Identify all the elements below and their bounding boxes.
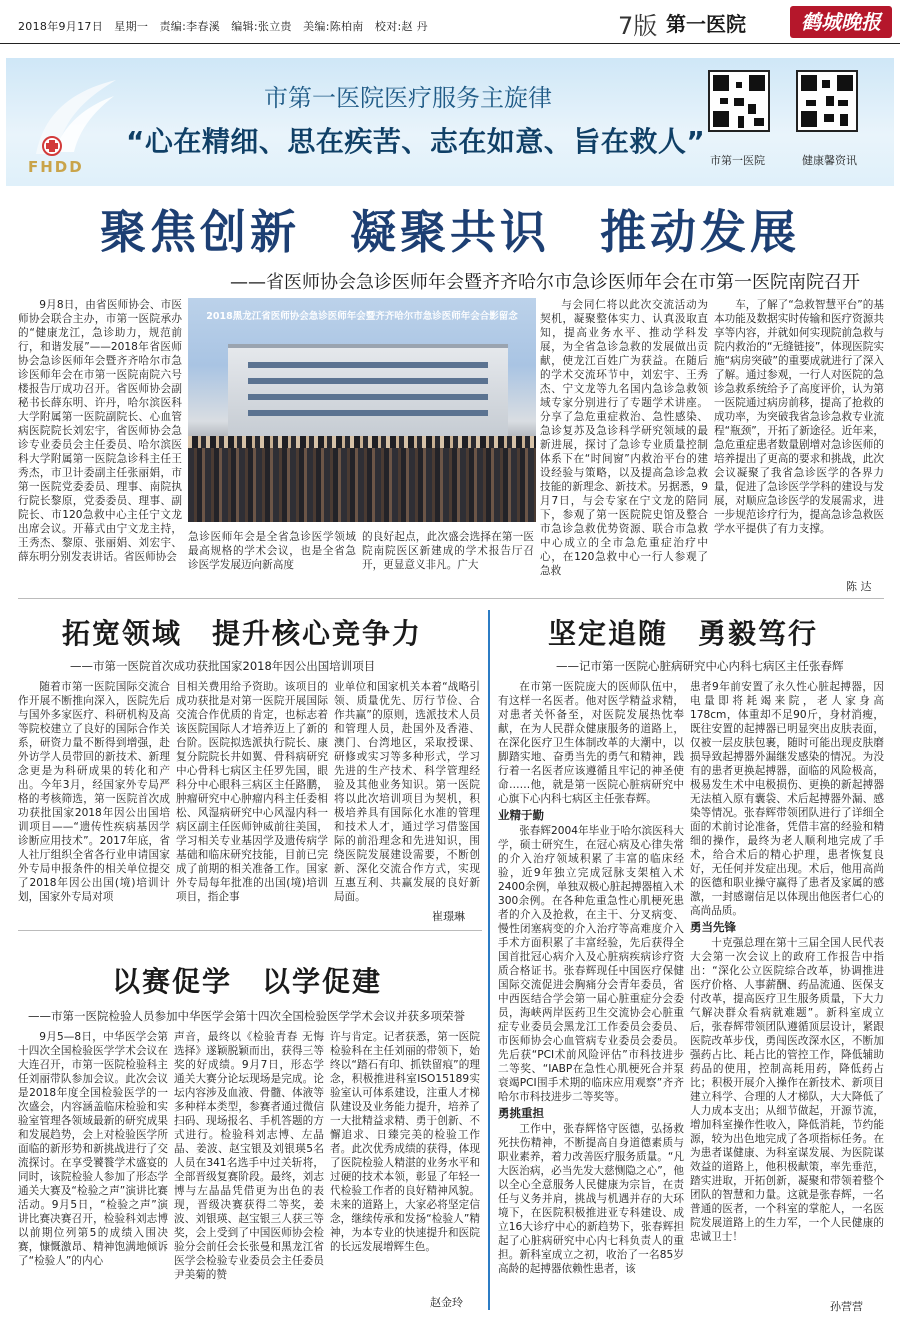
main-article-col4 xyxy=(540,298,708,590)
main-col2-text: 急诊医师年会是全省急诊医学领域最高规格的学术会议，也是全省急诊医学发展迈向新高度 xyxy=(188,531,356,571)
article4-col1c-text: 工作中，张春辉恪守医德，弘扬救死扶伤精神，不断提高自身道德素质与职业素养，着力改善医疗服务质量。“凡大医治病，必当先发大慈恻隐之心”，他以全心全意服务人民健康为宗旨，在责任与义务并肩，挑战与机遇并存的大环境下，在医院积极推进亚专科建设、成立16大诊疗中心的新趋势下，张春辉担起了心脏病研究中心内七科负责人的重担。新科室成立之初，收治了一名85岁高龄的起搏器依赖性患者，该 xyxy=(498,1123,684,1275)
article2-col3-text: 业单位和国家机关本着“战略引领、质量优先、厉行节俭、合作共赢”的原则，选派技术人员和管理人员，赴国外及香港、澳门、台湾地区，采取授课、研修或实习等多种形式，学习先进的生产技术、科学管理经验及其他业务知识。第一医院将以此次培训项目为契机，积极培养具有国际化水准的管理和技术人才，通过学习借鉴国际的前沿理念和先进知识，围绕医院发展建设需要，不断创新、深化交流合作方式，实现互惠互利、共赢发展的良好新局面。 xyxy=(334,681,480,903)
masthead-logo: 鹤城晚报 xyxy=(790,6,892,38)
page-header xyxy=(0,0,900,44)
article3-title: 以赛促学 以学促建 xyxy=(112,965,383,998)
hospital-logo-text: FHDD xyxy=(28,158,84,176)
main-article-col5 xyxy=(714,298,884,576)
article4-col2b-text: 十克强总理在第十三届全国人民代表大会第一次会议上的政府工作报告中指出：“深化公立医院综合改革，协调推进医疗价格、人事薪酬、药品流通、医保支付改革，提高医疗卫生服务质量，下大力气解决群众看病就难题”。新科室成立后，张春辉带领团队遵循顶层设计，紧跟医院改革步伐，勇闯医改深水区，不断加强药占比、耗占比的管控工作，降低辅助药品的使用，控制高耗用药，降低药占比；积极开展介入操作在新技术、新项目建立科学、合理的人才梯队，大大降低了人力成本支出；从细节做起，开源节流，增加科室操作性收入，降低消耗，节约能源，较为出色地完成了各项指标任务。在为患者谋健康、为科室谋发展、为医院谋效益的道路上，他积极献策，率先垂范，踏实进取，开拓创新，凝聚和带领着整个团队的智慧和力量。这就是张春辉，一名普通的医者，一个科室的掌舵人，一名医院发展道路上的生力军，一个人民健康的忠诚卫士！ xyxy=(690,937,884,1243)
qr-code-health[interactable] xyxy=(796,70,858,132)
article4-col1-text: 在市第一医院庞大的医师队伍中，有这样一名医者。他对医学精益求精，对患者关怀备至，对医院发展热忱奉献，在为人民群众健康服务的道路上，在深化医疗卫生体制改革的大潮中，以脚踏实地、奋勇当先的勇气和精神，践行着一名医者应该遵循且牢记的神圣使命……他，就是第一医院心脏病研究中心旗下心内科七病区主任张春辉。 xyxy=(498,681,684,805)
qr-caption-health: 健康馨资讯 xyxy=(802,154,857,167)
article4-heading-1: 业精于勤 xyxy=(498,808,544,822)
article3-byline: 赵金玲 xyxy=(430,1296,463,1309)
article3-col3-text: 许与肯定。记者获悉，第一医院检验科在主任刘丽的带领下，始终以“踏石有印、抓铁留痕”的理念，积极推进科室ISO15189实验室认可体系建设，注重人才梯队建设及业务能力提升，培养了一大批精益求精、勇于创新、不懈追求、日臻完美的检验工作者。此次优秀成绩的获得，体现了医院检验人精湛的业务水平和过硬的技术本领，彰显了年轻一代检验工作者的良好精神风貌。未来的道路上，大家必将坚定信念，继续传承和发扬“检验人”精神，为本专业的快速提升和医院的长远发展增辉生色。 xyxy=(330,1031,480,1253)
hospital-logo-icon xyxy=(24,72,120,168)
article2-byline: 崔璟琳 xyxy=(432,910,465,923)
article2-title: 拓宽领域 提升核心竞争力 xyxy=(62,617,423,650)
article4-subtitle: ——记市第一医院心脏病研究中心内科七病区主任张春辉 xyxy=(556,659,844,673)
section-divider xyxy=(18,598,884,599)
article3-col1-text: 9月5—8日，中华医学会第十四次全国检验医学学术会议在大连召开，市第一医院检验科主任刘丽带队参加会议。此次会议是2018年度全国检验医学的一次盛会，内容涵盖临床检验和实验室管理各领域最新的研究成果和发展趋势，会上对检验医学所面临的新形势和新挑战进行了交流探讨。在享受饕餮学术盛宴的同时，该院检验人参加了形态学通关大赛及“检验之声”演讲比赛活动。9月5日，“检验之声”演讲比赛决赛召开，检验科刘志博以前期位列第5的成绩入围决赛，慷慨激昂、精神饱满地倾诉了“检验人”的内心 xyxy=(18,1031,168,1267)
article4-heading-2: 勇挑重担 xyxy=(498,1106,544,1120)
article4-col2 xyxy=(690,680,884,1296)
article4-heading-3: 勇当先锋 xyxy=(690,920,736,934)
qr-code-hospital[interactable] xyxy=(708,70,770,132)
main-byline: 陈 达 xyxy=(846,580,872,593)
article2-col2 xyxy=(176,680,328,920)
article2-subtitle: ——市第一医院首次成功获批国家2018年因公出国培训项目 xyxy=(70,659,376,673)
hospital-banner xyxy=(6,58,894,186)
column-divider xyxy=(488,610,490,1310)
main-article-col1 xyxy=(18,298,182,590)
section-name: 第一医院 xyxy=(666,12,746,36)
banner-slogan: “心在精细、思在疾苦、志在如意、旨在救人” xyxy=(126,125,706,158)
group-photo xyxy=(188,298,536,522)
banner-subtitle: 市第一医院医疗服务主旋律 xyxy=(264,84,552,112)
main-article-col2 xyxy=(188,530,356,590)
article4-byline: 孙营营 xyxy=(830,1300,863,1313)
main-col5-text: 车，了解了“急救智慧平台”的基本功能及数据实时传输和医疗资源共享等内容，并就如何实现院前急救与院内救治的“无缝链接”，体现医院实施“病房突破”的重要成就进行了深入了解。通过参观，一行人对医院的急诊急救系统给予了高度评价，认为第一医院通过病房前移，提高了抢救的成功率，为突破我省急诊急救专业流程“瓶颈”，开拓了新途径。近年来，急危重症患者数量剧增对急诊医师的培养提出了更高的要求和挑战，此次会议凝聚了我省急诊医学的各界力量，促进了急诊医学学科的建设与发展，对顺应急诊医学的发展需求，进一步规范诊疗行为，提高急诊急救医学水平提供了有力支撑。 xyxy=(714,299,884,535)
main-col3-text: 的良好起点，此次盛会选择在第一医院南院医区新建成的学术报告厅召开，更显意义非凡。广大 xyxy=(362,531,534,571)
article2-col2-text: 目相关费用给予资助。该项目的成功获批是对第一医院开展国际交流合作优质的肯定，也标志着该医院国际人才培养迈上了新的台阶。医院拟选派执行院长、康复分院院长井如翼、骨科病研究中心骨科七病区主任罗先国，眼科分中心眼科三病区主任路鹏，肿瘤研究中心肿瘤内科主任委相松、风湿病研究中心风湿内科一病区副主任医师钟威前往美国，学习相关专业基因学及遗传病学基础和临床研究技能，目前已完成了前期的相关准备工作。国家外专局每年批准的出国(境)培训项目，指企事 xyxy=(176,681,328,903)
article3-col1 xyxy=(18,1030,168,1306)
article-divider xyxy=(18,930,482,931)
issue-meta: 2018年9月17日 星期一 责编:李春溪 编辑:张立贵 美编:陈柏南 校对:赵 丹 xyxy=(18,20,428,33)
edition-number: 7版 xyxy=(618,12,658,40)
article2-col1 xyxy=(18,680,170,920)
article4-title: 坚定追随 勇毅笃行 xyxy=(548,617,819,650)
qr-caption-hospital: 市第一医院 xyxy=(710,154,765,167)
article3-col2-text: 声音，最终以《检验青春 无悔选择》遂颖脱颖而出，获得三等奖的好成绩。9月7日，形态学通关大赛分论坛现场是完成。论坛内容涉及血液、骨髓、体液等多种样本类型，参赛者通过微信扫码、现场报名、手机答题的方式进行。检验科刘志博、左晶晶、姜波、赵宝银及刘银瑛5名人员在341名选手中过关斩将，全部晋级复赛阶段。最终，刘志博与左晶晶凭借更为出色的表现，晋级决赛获得二等奖，姜波、刘银瑛、赵宝银三人获三等奖，会上受到了中国医师协会检验分会前任会长张曼和黑龙江省医学会检验专业委员会主任委员尹美菊的赞 xyxy=(174,1031,324,1281)
article2-col1-text: 随着市第一医院国际交流合作开展不断推向深入，医院先后与国外多家医疗、科研机构及高等院校建立了良好的国际合作关系，研资力量不断得到增强，赴外访学人员带回的新技术、新理念更是为科研成果的转化和产出。今年3月，经国家外专局严格的考核筛选，第一医院首次成功获批国家2018年因公出国培训项目——“遗传性疾病基因学诊断应用技术”。2017年底，省人社厅组织全省各行业申请国家外专局申报条件的相关单位提交了2018年因公出国(境)培训计划，国家外专局对项 xyxy=(18,681,170,903)
article4-col1 xyxy=(498,680,684,1308)
photo-caption: 2018黑龙江省医师协会急诊医师年会暨齐齐哈尔市急诊医师年会合影留念 xyxy=(206,311,518,322)
main-subhead: ——省医师协会急诊医师年会暨齐齐哈尔市急诊医师年会在市第一医院南院召开 xyxy=(230,272,860,293)
main-headline: 聚焦创新 凝聚共识 推动发展 xyxy=(100,205,800,259)
main-col4-text: 与会同仁将以此次交流活动为契机，凝聚整体实力、认真汲取直知，提高业务水平、推动学科发展，为全省急诊急救的发展做出贡献，使龙江百姓广为获益。在随后的学术交流环节中，刘宏宇、王秀杰、宁文龙等九名国内急诊急救领域专家分别进行了专题学术讲座。分享了急危重症救治、急性感染、急诊复苏及急诊科学研究领域的最新进展，探讨了急诊专业质量控制体系下在“时间窗”内救治平台的建设经验与策略，以及提高急诊急救技能的新理念、新技术。另据悉，9月7日，与会专家在宁文龙的陪同下，参观了第一医院院史馆及整合市急诊急救优势资源、联合市急救中心成立的全市急危重症治疗中心，在120急救中心一行人参观了急救 xyxy=(540,299,708,577)
article3-col3 xyxy=(330,1030,480,1292)
article3-subtitle: ——市第一医院检验人员参加中华医学会第十四次全国检验医学学术会议并获多项荣誉 xyxy=(28,1009,465,1023)
main-col1-text: 9月8日，由省医师协会、市医师协会联合主办，市第一医院承办的“健康龙江，急诊助力，规范前行，和谐发展”——2018年省医师协会急诊医师年会暨齐齐哈尔市急诊医师年会在市第一医院南院六号楼报告厅成功召开。省医师协会副秘书长薛东明、许丹，哈尔滨医科大学附属第一医院副院长、心血管病医院院长刘宏宇，省医师协会急诊专业委员会主任委员、哈尔滨医科大学附属第一医院急诊科主任王秀杰，市卫计委副主任张丽娟，市第一医院党委委员、理事、南院执行院长黎原，党委委员、理事、副院长、市120急救中心主任宁文龙出席会议。开幕式由宁文龙主持，王秀杰、黎原、张丽娟、刘宏宇、薛东明分别发表讲话。省医师协会 xyxy=(18,299,182,563)
main-article-col3 xyxy=(362,530,534,590)
article4-col1b-text: 张春辉2004年毕业于哈尔滨医科大学，硕士研究生，在冠心病及心律失常的介入治疗领域积累了丰富的临床经验，近9年独立完成冠脉支架植入术2400余例，单独双极心脏起搏器植入术300余例。在各种危重急性心肌梗死患者的介入及抢救，在主干、分叉病变、慢性闭塞病变的介入治疗等高难度介入手术方面积累了丰富经验，先后获得全国首批冠心病介入及心脏病疾病诊疗资质合格证书。张春辉现任中国医疗保健国际交流促进会胸痛分会青年委员，省中西医结合学会第一届心脏重症分会委员，海峡两岸医药卫生交流协会心脏重症专业委员会黑龙江工作委员会委员、市医师协会心血管病专业委员会委员。先后获“PCI术前风险评估”市科技进步二等奖、“IABP在急性心肌梗死合并泵衰竭PCI围手术期的临床应用观察”齐齐哈尔市科技进步二等奖等。 xyxy=(498,825,684,1103)
article2-col3 xyxy=(334,680,480,906)
article3-col2 xyxy=(174,1030,324,1306)
article4-col2-text: 患者9年前安置了永久性心脏起搏器，因电量即将耗竭来院，老人家身高178cm，体重却不足90斤，身材消瘦，既往安置的起搏器已明显突出皮肤表面，仅被一层皮肤包裹，随时可能出现皮肤磨损导致起搏器外漏继发感染的情况。为没有的患者更换起搏器，面临的风险极高，极易发生术中电极损伤、更换的新起搏器无法植入原有囊袋、术后起搏器外漏、感染等情况。张春辉带领团队进行了详细全面的术前讨论准备，凭借丰富的经验和精细的操作，最终为老人顺利地完成了手术，给合术后的精心护理，患者恢复良好，无任何并发症出现。术后，他用高尚的医德和职业操守赢得了患者及家属的感激，一封感谢信足以体现出他医者仁心的高尚品质。 xyxy=(690,681,884,917)
